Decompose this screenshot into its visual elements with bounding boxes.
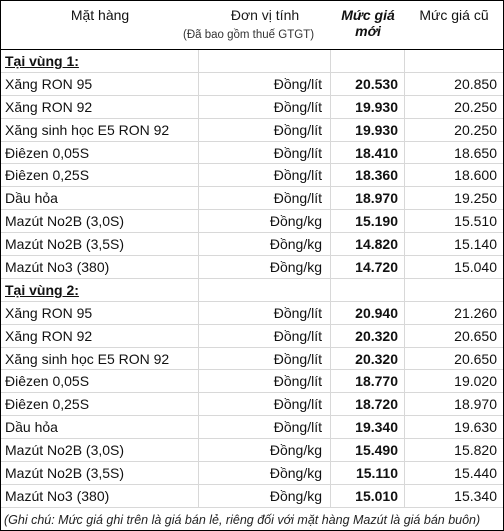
new-price: 18.770: [331, 370, 405, 393]
old-price: 18.970: [405, 393, 503, 416]
product-name: Dầu hỏa: [1, 187, 199, 210]
product-name: Điêzen 0,25S: [1, 393, 199, 416]
old-price: 21.260: [405, 302, 503, 325]
footnote: (Ghi chú: Mức giá ghi trên là giá bán lẻ, riêng đối với mặt hàng Mazút là giá bán buôn): [4, 513, 481, 527]
product-unit: Đồng/kg: [199, 210, 331, 233]
old-price: 15.510: [405, 210, 503, 233]
old-price: 15.140: [405, 233, 503, 256]
old-price: 18.650: [405, 142, 503, 165]
header-item: Mặt hàng: [70, 7, 130, 23]
product-unit: Đồng/lít: [199, 348, 331, 371]
product-name: Xăng RON 92: [1, 325, 199, 348]
product-unit: Đồng/lít: [199, 119, 331, 142]
product-name: Xăng sinh học E5 RON 92: [1, 348, 199, 371]
header-unit-note: (Đã bao gồm thuế GTGT): [183, 29, 315, 41]
product-unit: Đồng/lít: [199, 393, 331, 416]
product-unit: Đồng/lít: [199, 302, 331, 325]
old-price: 20.650: [405, 325, 503, 348]
product-name: Xăng RON 95: [1, 302, 199, 325]
product-unit: Đồng/lít: [199, 370, 331, 393]
old-price: 18.600: [405, 164, 503, 187]
table-body: [1, 50, 503, 508]
region-label: Tại vùng 1:: [1, 50, 199, 73]
old-price: 19.020: [405, 370, 503, 393]
old-price: 19.250: [405, 187, 503, 210]
empty-cell: [405, 279, 503, 302]
new-price: 15.490: [331, 439, 405, 462]
header-old-price: Mức giá cũ: [419, 7, 489, 23]
old-price: 20.250: [405, 119, 503, 142]
new-price: 20.530: [331, 73, 405, 96]
new-price: 18.360: [331, 164, 405, 187]
product-unit: Đồng/lít: [199, 96, 331, 119]
product-name: Mazút No2B (3,5S): [1, 233, 199, 256]
new-price: 19.930: [331, 119, 405, 142]
new-price: 20.940: [331, 302, 405, 325]
region-label: Tại vùng 2:: [1, 279, 199, 302]
old-price: 15.040: [405, 256, 503, 279]
new-price: 15.110: [331, 462, 405, 485]
old-price: 20.850: [405, 73, 503, 96]
new-price: 18.410: [331, 142, 405, 165]
header-new-price: Mức giá mới: [341, 7, 395, 39]
empty-cell: [331, 279, 405, 302]
header-unit-label: Đơn vị tính: [230, 7, 300, 23]
old-price: 20.250: [405, 96, 503, 119]
product-unit: Đồng/kg: [199, 485, 331, 508]
old-price: 15.340: [405, 485, 503, 508]
product-unit: Đồng/lít: [199, 142, 331, 165]
product-unit: Đồng/kg: [199, 233, 331, 256]
product-name: Xăng RON 92: [1, 96, 199, 119]
product-name: Điêzen 0,05S: [1, 370, 199, 393]
old-price: 20.650: [405, 348, 503, 371]
product-unit: Đồng/lít: [199, 73, 331, 96]
old-price: 19.630: [405, 416, 503, 439]
product-name: Xăng sinh học E5 RON 92: [1, 119, 199, 142]
product-unit: Đồng/lít: [199, 187, 331, 210]
empty-cell: [199, 279, 331, 302]
product-name: Mazút No2B (3,0S): [1, 439, 199, 462]
product-unit: Đồng/lít: [199, 416, 331, 439]
header-unit: [183, 1, 331, 49]
product-unit: Đồng/kg: [199, 439, 331, 462]
new-price: 18.720: [331, 393, 405, 416]
product-name: Điêzen 0,25S: [1, 164, 199, 187]
empty-cell: [331, 50, 405, 73]
product-unit: Đồng/kg: [199, 256, 331, 279]
product-unit: Đồng/lít: [199, 164, 331, 187]
new-price: 19.930: [331, 96, 405, 119]
empty-cell: [199, 50, 331, 73]
product-name: Dầu hỏa: [1, 416, 199, 439]
product-name: Xăng RON 95: [1, 73, 199, 96]
new-price: 15.010: [331, 485, 405, 508]
new-price: 20.320: [331, 348, 405, 371]
new-price: 15.190: [331, 210, 405, 233]
table-header: [1, 1, 503, 50]
product-unit: Đồng/lít: [199, 325, 331, 348]
old-price: 15.820: [405, 439, 503, 462]
new-price: 14.820: [331, 233, 405, 256]
new-price: 14.720: [331, 256, 405, 279]
product-name: Điêzen 0,05S: [1, 142, 199, 165]
new-price: 19.340: [331, 416, 405, 439]
old-price: 15.440: [405, 462, 503, 485]
new-price: 18.970: [331, 187, 405, 210]
product-name: Mazút No2B (3,5S): [1, 462, 199, 485]
product-unit: Đồng/kg: [199, 462, 331, 485]
new-price: 20.320: [331, 325, 405, 348]
product-name: Mazút No2B (3,0S): [1, 210, 199, 233]
product-name: Mazút No3 (380): [1, 256, 199, 279]
product-name: Mazút No3 (380): [1, 485, 199, 508]
empty-cell: [405, 50, 503, 73]
